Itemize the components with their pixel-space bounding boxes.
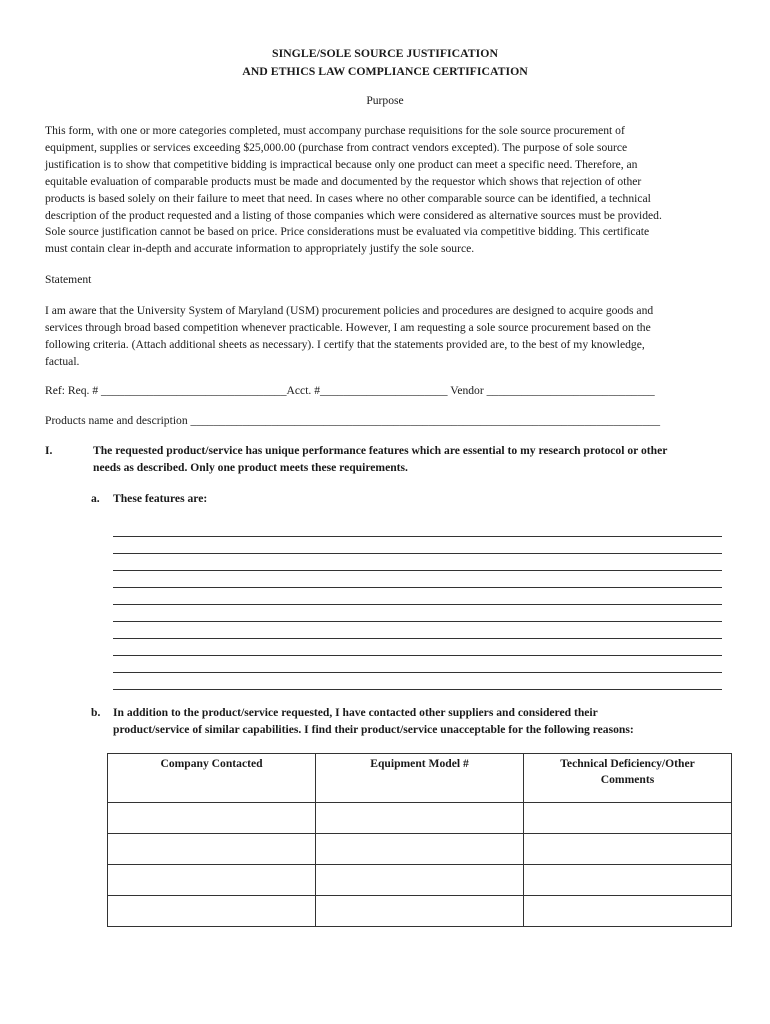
features-answer-line[interactable] [113, 604, 722, 605]
equipment-model-cell[interactable] [316, 865, 524, 896]
item-b-text-line2: product/service of similar capabilities. I find their product/service unacceptable for the following reasons: [113, 723, 634, 736]
paragraph-line: services through broad based competition whenever practicable. However, I am requesting a sole source procurement based on the [45, 320, 651, 334]
deficiency-cell[interactable] [524, 803, 732, 834]
features-answer-line[interactable] [113, 553, 722, 554]
table-row [108, 834, 732, 865]
equipment-model-cell[interactable] [316, 834, 524, 865]
company-cell[interactable] [108, 834, 316, 865]
company-cell[interactable] [108, 803, 316, 834]
deficiency-cell[interactable] [524, 896, 732, 927]
section-i-number: I. [45, 444, 53, 457]
section-i-text-line1: The requested product/service has unique performance features which are essential to my research protocol or other [93, 444, 668, 457]
products-description-field[interactable]: Products name and description _________________________________________________________________________________ [45, 414, 661, 427]
item-a-text: These features are: [113, 492, 208, 505]
item-b-label: b. [91, 706, 101, 719]
features-answer-line[interactable] [113, 587, 722, 588]
paragraph-line: products is based solely on their failure to meet that need. In cases where no other comparable source can be identified, a technical [45, 191, 651, 205]
section-i-text-line2: needs as described. Only one product meets these requirements. [93, 461, 408, 474]
paragraph-line: equipment, supplies or services exceeding $25,000.00 (purchase from contract vendors excepted). The purpose of sole source [45, 140, 628, 154]
purpose-paragraph [45, 123, 725, 258]
paragraph-line: description of the product requested and a listing of those companies which were considered as alternative sources must be provided. [45, 208, 662, 222]
features-answer-line[interactable] [113, 638, 722, 639]
header-line: Comments [600, 773, 655, 786]
ref-req-acct-vendor-field[interactable]: Ref: Req. # ________________________________Acct. #______________________ Vendor _____________________________ [45, 384, 655, 397]
features-answer-line[interactable] [113, 672, 722, 673]
header-line: Technical Deficiency/Other [560, 757, 695, 770]
equipment-model-cell[interactable] [316, 896, 524, 927]
item-a-label: a. [91, 492, 100, 505]
purpose-heading: Purpose [366, 94, 404, 107]
column-header-technical-deficiency [524, 754, 732, 803]
features-answer-line[interactable] [113, 570, 722, 571]
paragraph-line: must contain clear in-depth and accurate information to appropriately justify the sole source. [45, 242, 475, 256]
form-title-line2: AND ETHICS LAW COMPLIANCE CERTIFICATION [242, 64, 528, 78]
features-answer-line[interactable] [113, 536, 722, 537]
table-row [108, 896, 732, 927]
paragraph-line: justification is to show that competitive bidding is impractical because only one product can meet a specific need. Therefore, an [45, 157, 638, 171]
equipment-model-cell[interactable] [316, 803, 524, 834]
company-cell[interactable] [108, 896, 316, 927]
paragraph-line: Sole source justification cannot be based on price. Price considerations must be evaluated via competitive bidding. This certificate [45, 225, 650, 239]
deficiency-cell[interactable] [524, 865, 732, 896]
features-answer-line[interactable] [113, 621, 722, 622]
column-header-equipment-model: Equipment Model # [316, 754, 524, 803]
paragraph-line: This form, with one or more categories completed, must accompany purchase requisitions for the sole source procurement of [45, 124, 625, 137]
paragraph-line: factual. [45, 354, 80, 368]
companies-contacted-table [107, 753, 732, 927]
features-answer-line[interactable] [113, 655, 722, 656]
column-header-company: Company Contacted [108, 754, 316, 803]
table-row [108, 865, 732, 896]
form-title-line1: SINGLE/SOLE SOURCE JUSTIFICATION [272, 46, 498, 60]
statement-paragraph [45, 303, 725, 371]
deficiency-cell[interactable] [524, 834, 732, 865]
statement-heading: Statement [45, 273, 92, 286]
item-b-text-line1: In addition to the product/service requested, I have contacted other suppliers and considered their [113, 706, 598, 719]
paragraph-line: following criteria. (Attach additional sheets as necessary). I certify that the statements provided are, to the best of my knowledge, [45, 337, 645, 351]
company-cell[interactable] [108, 865, 316, 896]
table-row [108, 803, 732, 834]
paragraph-line: equitable evaluation of comparable products must be made and documented by the requestor which shows that rejection of other [45, 174, 642, 188]
features-answer-line[interactable] [113, 689, 722, 690]
paragraph-line: I am aware that the University System of Maryland (USM) procurement policies and procedures are designed to acquire goods and [45, 304, 654, 317]
table-header-row [108, 754, 732, 803]
